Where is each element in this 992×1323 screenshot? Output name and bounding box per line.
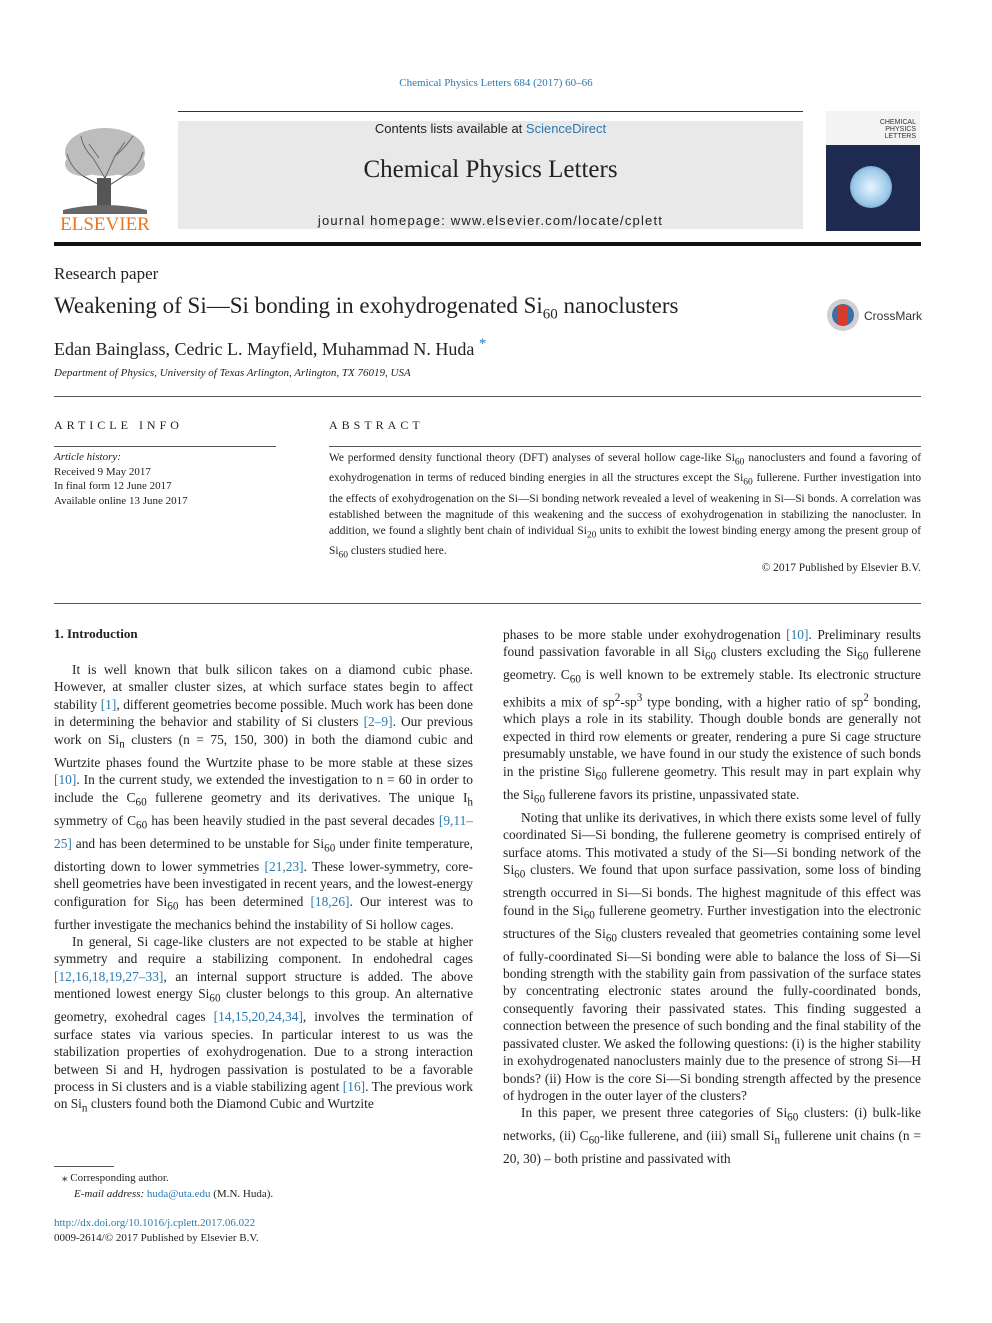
body-column-left (54, 661, 473, 1118)
divider (329, 446, 921, 447)
divider (54, 446, 276, 447)
citation-link[interactable]: [10] (54, 772, 77, 788)
abstract-text: We performed density functional theory (DFT) analyses of several hollow cage-like $Si_{60}$ nanoclusters and found a favoring of exohydrogenation in terms of reduced binding energies in all the structures except the $Si_{60}$ fullerene. Further investigation into the effects of exohydrogenation on the Si—Si bonding network revealed a level of weakening in Si—Si bonds. A correlation was established between the magnitude of this weakening and the success of exohydrogenation in stabilizing the nanocluster. In addition, we found a slightly bent chain of individual $Si_{20}$ units to exhibit the lowest binding energy among the present group of $Si_{60}$ clusters studied here. (329, 452, 922, 561)
article-history: Article history: Received 9 May 2017 In final form 12 June 2017 Available online 13 June 2017 (54, 451, 188, 507)
journal-title: Chemical Physics Letters (363, 156, 618, 183)
citation-link[interactable]: [16] (342, 1078, 366, 1094)
doi-link[interactable]: http://dx.doi.org/10.1016/j.cplett.2017.06.022 (54, 1217, 256, 1229)
paragraph: phases to be more stable under exohydrogenation [10]. Preliminary results found passivation favorable in all $Si_{60}$ clusters excluding the $Si_{60}$ fullerene geometry. $C_{60}$ is well known to be extremely stable. Its electronic structure exhibits a mix of $sp^2-sp^3$ type bonding, with a higher ratio of $sp^2$ bonding, which plays a role in its stability. Though double bonds are generally not expected in third row elements or greater, rendering a pure Si cage structure presumably unstable, we have found in our study the existence of such bonds in the pristine $Si_{60}$ fullerene geometry. This result may in part explain why the $Si_{60}$ fullerene favors its pristine, unpassivated state. (503, 627, 922, 806)
journal-cover-thumbnail[interactable] (826, 111, 920, 231)
citation-link[interactable]: [21,23] (264, 858, 304, 874)
paragraph: In general, Si cage-like clusters are not expected to be stable at higher symmetry and require a stabilizing component. In endohedral cages [12,16,18,19,27–33], an internal support structure is added. The above mentioned lowest energy $Si_{60}$ cluster belongs to this group. An alternative geometry, exohedral cages [14,15,20,24,34], involves the termination of surface states via various species. In particular interest to us was the stabilization properties of exohydrogenation. Due to a strong interaction between Si and H, hydrogen passivation is postulated to be a favorable process in Si clusters and is a viable stabilizing agent [16]. The previous work on $Si_n$ clusters found both the Diamond Cubic and Wurtzite (54, 934, 474, 1116)
citation-link[interactable]: [1] (100, 696, 117, 712)
copyright-notice: © 2017 Published by Elsevier B.V. (761, 562, 921, 574)
doi-block: http://dx.doi.org/10.1016/j.cplett.2017.06.022 0009-2614/© 2017 Published by Elsevier B.V. (54, 1217, 259, 1244)
divider (54, 396, 921, 397)
footnote: ⁎ Corresponding author. E-mail address: huda@uta.edu (M.N. Huda). (62, 1172, 274, 1200)
cover-image (850, 166, 892, 208)
article-type: Research paper (54, 264, 159, 283)
email-link[interactable]: huda@uta.edu (146, 1188, 211, 1200)
corresponding-author-mark[interactable]: * (478, 336, 487, 352)
article-info-heading: ARTICLE INFO (54, 418, 183, 432)
crossmark-label: CrossMark (864, 309, 922, 323)
article-title: Weakening of Si—Si bonding in exohydrogenated $Si_{60}$ nanoclusters (54, 293, 679, 323)
citation-link[interactable]: [10] (786, 627, 809, 642)
abstract-heading: ABSTRACT (329, 418, 424, 432)
footnote-rule (54, 1166, 114, 1167)
author-list: Edan Bainglass, Cedric L. Mayfield, Muhammad N. Huda * (54, 336, 487, 359)
section-heading: 1. Introduction (54, 626, 138, 641)
journal-citation[interactable]: Chemical Physics Letters 684 (2017) 60–66 (399, 77, 593, 89)
elsevier-wordmark: ELSEVIER (60, 214, 150, 235)
paragraph: Noting that unlike its derivatives, in which there exists some level of fully coordinated Si—Si bonding, the fullerene geometry is comprised entirely of surface atoms. This motivated a study of the Si—Si bonding network of the $Si_{60}$ clusters. We found that upon surface passivation, some loss of binding strength occurred in Si—Si bonds. The highest magnitude of this effect was found in the $Si_{60}$ fullerene geometry. Further investigation into the electronic structures of the $Si_{60}$ clusters revealed that geometries containing some level of fully-coordinated Si—Si bonding were able to balance the loss of Si—Si bonding strength with the stability gain from passivation of the surface states by concentrating electronic states around the fully-coordinated bonds, consequently favoring their passivated states. This finding suggested a connection between the presence of such bonding and the final stability of the passivated cluster. We asked the following questions: (i) is the higher stability in exohydrogenated nanoclusters mainly due to the presence of strong Si—H bonds? (ii) How is the core Si—Si bonding strength affected by the presence of hydrogen in the outer layer of the clusters? (503, 809, 921, 1103)
citation-link[interactable]: [18,26] (310, 893, 350, 909)
homepage-link[interactable]: www.elsevier.com/locate/cplett (450, 213, 664, 228)
citation-link[interactable]: [14,15,20,24,34] (213, 1009, 303, 1025)
cover-title: CHEMICAL PHYSICS LETTERS (879, 119, 916, 140)
citation-link[interactable]: [12,16,18,19,27–33] (54, 968, 164, 984)
crossmark-icon[interactable] (826, 297, 922, 333)
citation-link[interactable]: [9,11–25] (54, 812, 473, 851)
contents-line: Contents lists available at ScienceDirect (374, 121, 607, 136)
paragraph: In this paper, we present three categories of $Si_{60}$ clusters: (i) bulk-like networks, (ii) $C_{60}$-like fullerene, and (iii) small $Si_n$ fullerene unit chains (n = 20, 30) – both pristine and passivated with (503, 1105, 921, 1167)
divider (54, 603, 921, 604)
header-thick-rule (54, 242, 921, 246)
paragraph: It is well known that bulk silicon takes on a diamond cubic phase. However, at smaller cluster sizes, at which surface states begin to affect stability [1], different geometries become possible. Much work has been done in determining the behavior and stability of Si clusters [2–9]. Our previous work on $Si_n$ clusters (n = 75, 150, 300) in both the diamond cubic and Wurtzite phases found the Wurtzite phase to be more stable at these sizes [10]. In the current study, we extended the investigation to n = 60 in order to include the $C_{60}$ fullerene geometry and its derivatives. The unique $I_h$ symmetry of $C_{60}$ has been heavily studied in the past several decades [9,11–25] and has been determined to be unstable for $Si_{60}$ under finite temperature, distorting down to lower symmetries [21,23]. These lower-symmetry, core-shell geometries have been investigated in recent years, and the lowest-energy configuration for $Si_{60}$ has been determined [18,26]. Our interest was to further investigate the mechanics behind the instability of Si hollow cages. (54, 662, 474, 932)
affiliation: Department of Physics, University of Texas Arlington, Arlington, TX 76019, USA (54, 367, 411, 379)
header-rule (178, 111, 803, 112)
elsevier-tree-logo[interactable] (53, 118, 157, 236)
journal-homepage: journal homepage: www.elsevier.com/locate/cplett (317, 213, 664, 228)
sciencedirect-link[interactable]: ScienceDirect (525, 121, 607, 136)
citation-link[interactable]: [2–9] (363, 714, 393, 730)
body-column-right (503, 626, 921, 1168)
